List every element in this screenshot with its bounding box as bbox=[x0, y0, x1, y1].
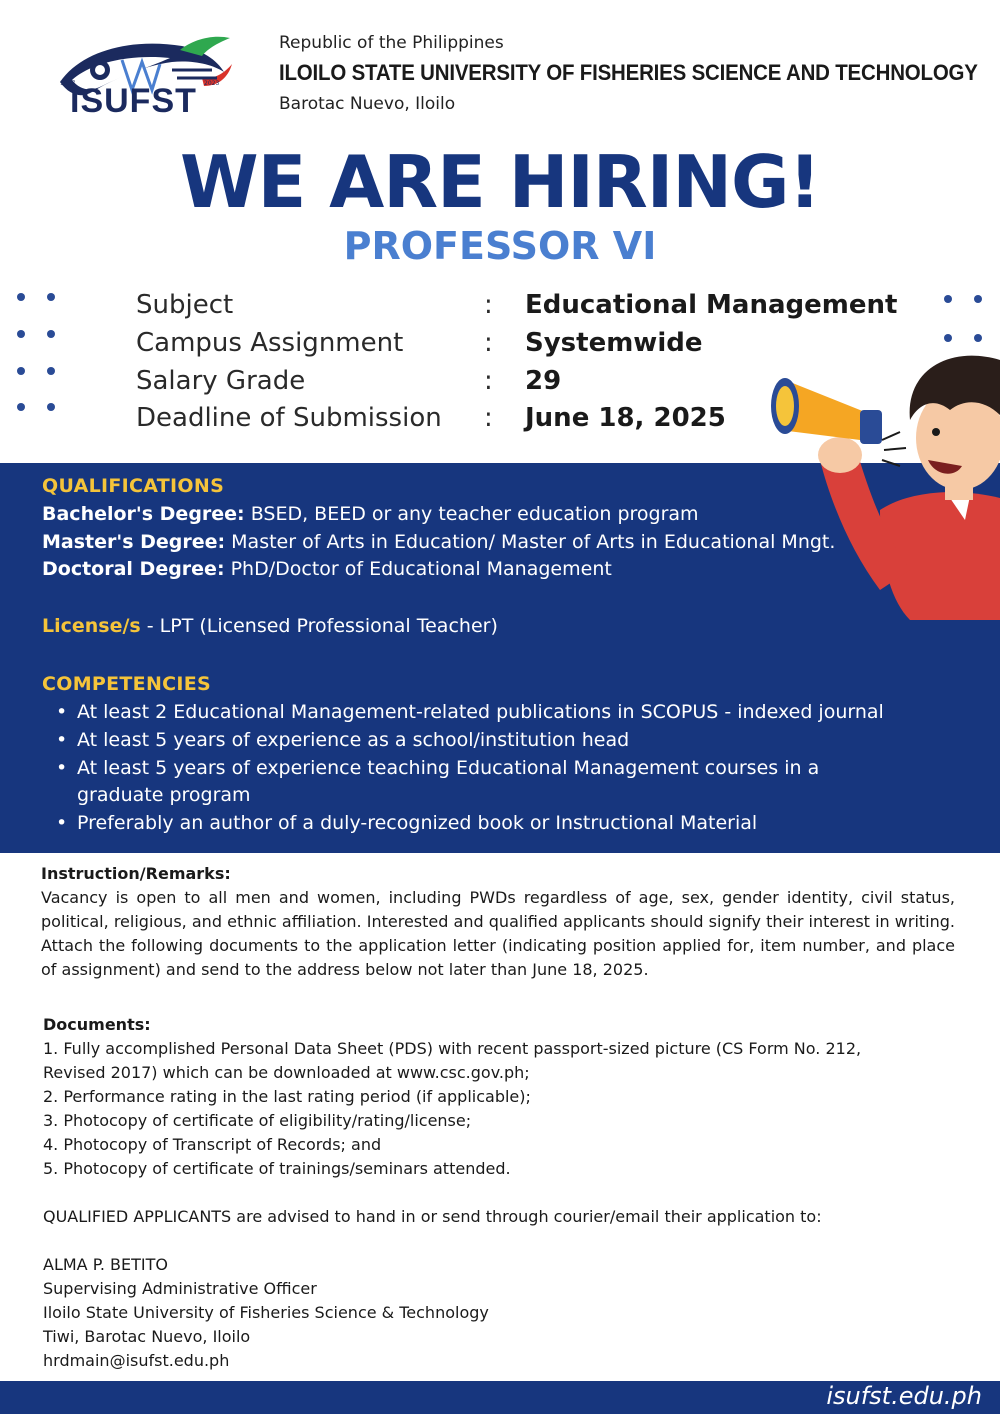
detail-colon: : bbox=[484, 366, 493, 396]
instructions-text: Vacancy is open to all men and women, including PWDs regardless of age, sex, gender identity, civil status, political, religious, and ethnic affiliation. Interested and qualified applicants should signify their interest in writing. Attach the following documents to the application letter (indicating position applied for, item number, and place of assignment) and send to the address below not later than June 18, 2025. bbox=[41, 888, 955, 979]
decor-dot bbox=[47, 330, 55, 338]
decor-dot bbox=[17, 403, 25, 411]
logo-year-left: 1957 bbox=[60, 80, 76, 87]
detail-colon: : bbox=[484, 328, 493, 358]
footer-bar bbox=[0, 1381, 1000, 1414]
header-country: Republic of the Philippines bbox=[279, 33, 504, 53]
license-text: - LPT (Licensed Professional Teacher) bbox=[140, 615, 498, 637]
decor-dot bbox=[17, 293, 25, 301]
contact-name: ALMA P. BETITO bbox=[43, 1255, 168, 1274]
competency-item: Preferably an author of a duly-recognized book or Instructional Material bbox=[77, 812, 758, 834]
contact-title: Supervising Administrative Officer bbox=[43, 1279, 317, 1298]
document-item: 4. Photocopy of Transcript of Records; and bbox=[43, 1135, 382, 1154]
qualification-bachelor bbox=[42, 503, 699, 525]
detail-value-deadline: June 18, 2025 bbox=[525, 403, 726, 433]
competencies-heading: COMPETENCIES bbox=[42, 673, 212, 695]
detail-label-campus: Campus Assignment bbox=[136, 328, 404, 358]
qualification-master bbox=[42, 531, 835, 553]
detail-value-campus: Systemwide bbox=[525, 328, 703, 358]
license-line bbox=[42, 615, 498, 637]
decor-dot bbox=[47, 403, 55, 411]
contact-email[interactable]: hrdmain@isufst.edu.ph bbox=[43, 1351, 230, 1370]
bullet-dot: • bbox=[56, 729, 68, 751]
decor-dot bbox=[17, 330, 25, 338]
megaphone-icon bbox=[760, 320, 1000, 620]
bullet-dot: • bbox=[56, 757, 68, 779]
header-university-name: ILOILO STATE UNIVERSITY OF FISHERIES SCIENCE AND TECHNOLOGY bbox=[279, 60, 978, 85]
document-item: 2. Performance rating in the last rating period (if applicable); bbox=[43, 1087, 531, 1106]
detail-value-subject: Educational Management bbox=[525, 290, 898, 320]
bullet-dot: • bbox=[56, 812, 68, 834]
qualification-text: PhD/Doctor of Educational Management bbox=[224, 558, 612, 580]
competency-item: At least 5 years of experience as a school/institution head bbox=[77, 729, 630, 751]
application-notice: QUALIFIED APPLICANTS are advised to hand in or send through courier/email their application to: bbox=[43, 1207, 822, 1226]
detail-colon: : bbox=[484, 403, 493, 433]
competency-item-continued: graduate program bbox=[77, 784, 251, 806]
qualification-doctoral bbox=[42, 558, 612, 580]
footer-website-link[interactable]: isufst.edu.ph bbox=[826, 1382, 982, 1410]
detail-label-subject: Subject bbox=[136, 290, 234, 320]
qualifications-heading: QUALIFICATIONS bbox=[42, 475, 225, 497]
qualification-label: Bachelor's Degree: bbox=[42, 503, 245, 525]
megaphone-character-illustration bbox=[760, 320, 1000, 620]
qualification-label: Master's Degree: bbox=[42, 531, 226, 553]
header-location: Barotac Nuevo, Iloilo bbox=[279, 94, 456, 114]
competency-item: At least 2 Educational Management-related publications in SCOPUS - indexed journal bbox=[77, 701, 884, 723]
detail-colon: : bbox=[484, 290, 493, 320]
position-title: PROFESSOR VI bbox=[343, 224, 657, 268]
contact-address: Tiwi, Barotac Nuevo, Iloilo bbox=[43, 1327, 251, 1346]
license-label: License/s bbox=[42, 615, 141, 637]
document-item: 1. Fully accomplished Personal Data Sheet (PDS) with recent passport-sized picture (CS Form No. 212, bbox=[43, 1039, 862, 1058]
documents-heading: Documents: bbox=[43, 1015, 151, 1034]
document-item: 5. Photocopy of certificate of trainings/seminars attended. bbox=[43, 1159, 511, 1178]
decor-dot bbox=[17, 367, 25, 375]
qualification-label: Doctoral Degree: bbox=[42, 558, 225, 580]
detail-label-deadline: Deadline of Submission bbox=[136, 403, 442, 433]
document-item-continued: Revised 2017) which can be downloaded at www.csc.gov.ph; bbox=[43, 1063, 530, 1082]
detail-value-salary-grade: 29 bbox=[525, 366, 562, 396]
decor-dot bbox=[47, 367, 55, 375]
contact-organization: Iloilo State University of Fisheries Science & Technology bbox=[43, 1303, 489, 1322]
qualification-text: BSED, BEED or any teacher education program bbox=[244, 503, 699, 525]
detail-label-salary-grade: Salary Grade bbox=[136, 366, 306, 396]
instructions-section bbox=[41, 862, 955, 982]
competency-item: At least 5 years of experience teaching Educational Management courses in a bbox=[77, 757, 820, 779]
page-title: WE ARE HIRING! bbox=[179, 140, 821, 224]
logo-text: ISUFST bbox=[70, 82, 197, 120]
decor-dot bbox=[974, 295, 982, 303]
bullet-dot: • bbox=[56, 701, 68, 723]
qualification-text: Master of Arts in Education/ Master of Arts in Educational Mngt. bbox=[225, 531, 836, 553]
decor-dot bbox=[47, 293, 55, 301]
decor-dot bbox=[944, 295, 952, 303]
instructions-heading: Instruction/Remarks: bbox=[41, 864, 231, 883]
document-item: 3. Photocopy of certificate of eligibility/rating/license; bbox=[43, 1111, 472, 1130]
logo-year-right: 2023 bbox=[204, 80, 220, 87]
